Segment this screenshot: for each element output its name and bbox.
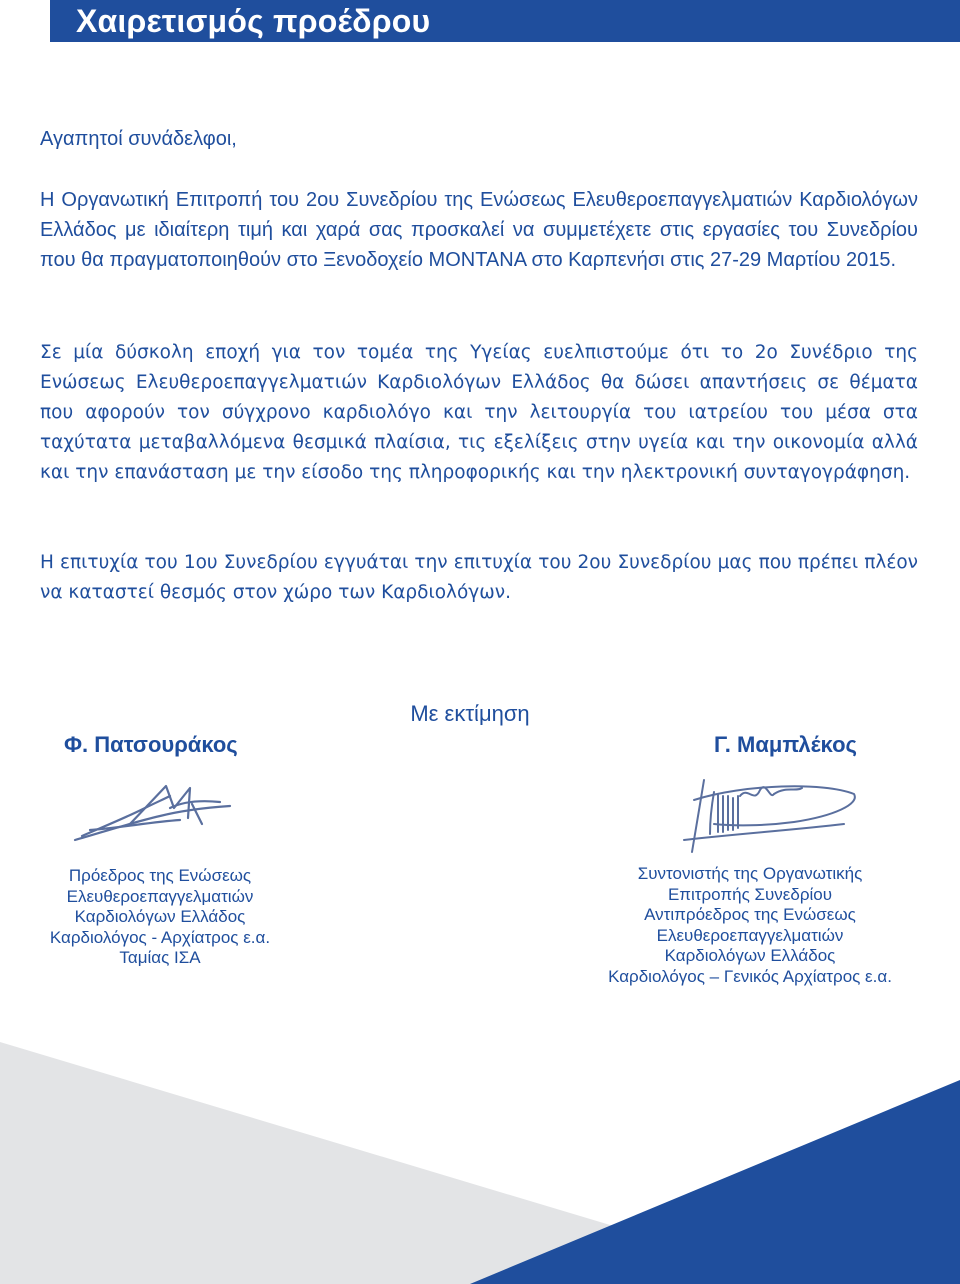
- signatory-title-line: Πρόεδρος της Ενώσεως: [68, 866, 252, 885]
- signatory-title-line: Αντιπρόεδρος της Ενώσεως: [644, 905, 856, 924]
- signatory-title-line: Ελευθεροεπαγγελματιών: [66, 886, 254, 906]
- signatory-title-line: Καρδιολόγος – Γενικός Αρχίατρος ε.α.: [608, 966, 892, 986]
- signature-image-left: [70, 778, 240, 848]
- signatory-title-line: Καρδιολόγων Ελλάδος: [74, 907, 246, 926]
- page-title: Χαιρετισμός προέδρου: [76, 3, 431, 39]
- greeting: Αγαπητοί συνάδελφοι,: [40, 128, 237, 150]
- blue-triangle-shape: [470, 1080, 960, 1284]
- signature-image-right: [674, 774, 864, 854]
- signatory-title-line: Επιτροπής Συνεδρίου: [667, 884, 833, 904]
- signatory-title-line: Ταμίας ΙΣΑ: [119, 948, 201, 967]
- background-decoration: [0, 1020, 960, 1284]
- closing-text: Με εκτίμηση: [410, 701, 530, 726]
- signatory-name-right: Γ. Μαμπλέκος: [714, 732, 857, 757]
- paragraph-2: Σε μία δύσκολη εποχή για τον τομέα της Υγείας ευελπιστούμε ότι το 2ο Συνέδριο της Ενώσεως Ελευθεροεπαγγελματιών Καρδιολόγων Ελλάδος θα δώσει απαντήσεις σε θέματα που αφορούν τον σύγχρονο καρδιολόγο και την λειτουργία του ιατρείου του μέσα στα ταχύτατα μεταβαλλόμενα θεσμικά πλαίσια, τις εξελίξεις στην υγεία και την οικονομία αλλά και την επανάσταση με την είσοδο της πληροφορικής και την ηλεκτρονική συνταγογράφηση.: [40, 342, 918, 483]
- signatory-title-line: Ελευθεροεπαγγελματιών: [656, 925, 844, 945]
- signatory-title-line: Καρδιολόγος - Αρχίατρος ε.α.: [49, 927, 271, 947]
- paragraph-3: Η επιτυχία του 1ου Συνεδρίου εγγυάται την επιτυχία του 2ου Συνεδρίου μας που πρέπει πλέον να καταστεί θεσμός στον χώρο των Καρδιολόγων.: [40, 552, 918, 603]
- signatory-title-right: [580, 864, 920, 987]
- paragraph-1: Η Οργανωτική Επιτροπή του 2ου Συνεδρίου της Ενώσεως Ελευθεροεπαγγελματιών Καρδιολόγων Ελλάδος με ιδιαίτερη τιμή και χαρά σας προσκαλεί να συμμετέχετε στις εργασίες του Συνεδρίου που θα πραγματοποιηθούν στο Ξενοδοχείο MONTANA στο Καρπενήσι στις 27-29 Μαρτίου 2015.: [40, 189, 918, 271]
- signatory-title-line: Συντονιστής της Οργανωτικής: [637, 864, 863, 883]
- signatory-title-left: [30, 866, 290, 969]
- signatory-name-left: Φ. Πατσουράκος: [64, 732, 238, 757]
- signatory-title-line: Καρδιολόγων Ελλάδος: [664, 946, 836, 965]
